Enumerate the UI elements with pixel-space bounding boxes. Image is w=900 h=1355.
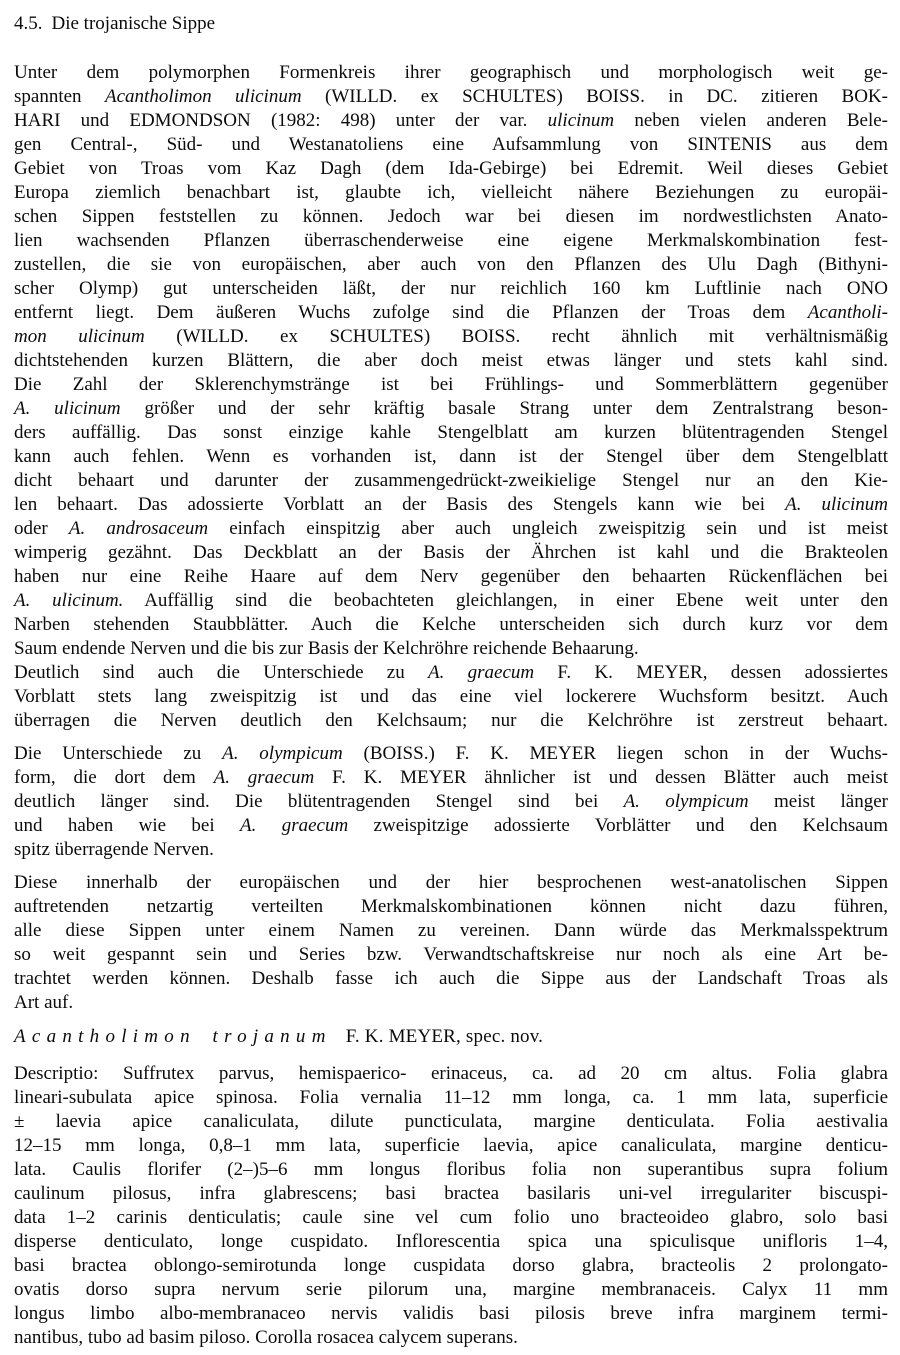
text-line — [14, 565, 888, 589]
species-heading-trojanum — [14, 1025, 888, 1049]
text-segment: ovatis dorso supra nervum serie pilorum una, margine membranaceis. Calyx 11 mm — [14, 1279, 888, 1300]
text-segment: oder — [14, 518, 69, 539]
text-segment: dicht behaart und darunter der zusammengedrückt-zweikielige Stengel nur an den Kie- — [14, 470, 888, 491]
text-segment: form, die dort dem — [14, 767, 214, 788]
taxon-name-italic: A. ulicinum — [785, 494, 888, 515]
text-line — [14, 181, 888, 205]
text-segment: lineari-subulata apice spinosa. Folia vernalia 11–12 mm longa, ca. 1 mm lata, superficie — [14, 1087, 888, 1108]
text-line — [14, 766, 888, 790]
text-segment: Unter dem polymorphen Formenkreis ihrer geographisch und morphologisch weit ge- — [14, 62, 888, 83]
text-segment: F. K. MEYER, dessen adossiertes — [534, 662, 889, 683]
text-segment: zustellen, die sie von europäischen, aber auch von den Pflanzen des Ulu Dagh (Bithyni- — [14, 254, 888, 275]
text-line — [14, 277, 888, 301]
text-line — [14, 1158, 888, 1182]
text-segment: scher Olymp) gut unterscheiden läßt, der nur reichlich 160 km Luftlinie nach ONO — [14, 278, 888, 299]
text-line — [14, 838, 888, 862]
text-line — [14, 871, 888, 895]
text-line — [14, 1134, 888, 1158]
text-line — [14, 895, 888, 919]
text-segment: deutlich länger sind. Die blütentragenden Stengel sind bei — [14, 791, 624, 812]
text-line — [14, 1062, 888, 1086]
text-segment: disperse denticulato, longe cuspidato. Inflorescentia spica una spiculisque unifloris 1–4, — [14, 1231, 888, 1252]
text-segment: Die Zahl der Sklerenchymstränge ist bei Frühlings- und Sommerblättern gegenüber — [14, 374, 888, 395]
text-segment: data 1–2 carinis denticulatis; caule sine vel cum folio uno bracteoideo glabro, solo basi — [14, 1207, 888, 1228]
text-line — [14, 661, 888, 685]
text-segment: trachtet werden können. Deshalb fasse ich auch die Sippe aus der Landschaft Troas als — [14, 968, 888, 989]
text-line — [14, 742, 888, 766]
taxon-name-italic: A. graecum — [427, 662, 535, 683]
text-line — [14, 445, 888, 469]
text-line — [14, 109, 888, 133]
taxon-name-italic: Acantholimon ulicinum — [105, 86, 302, 107]
text-line — [14, 685, 888, 709]
paragraph-descriptio — [14, 1062, 888, 1350]
text-line — [14, 301, 888, 325]
text-line — [14, 919, 888, 943]
text-segment: haben nur eine Reihe Haare auf dem Nerv gegenüber den behaarten Rückenflächen bei — [14, 566, 888, 587]
text-line — [14, 1326, 888, 1350]
taxon-name-italic: A. graecum — [213, 767, 315, 788]
text-segment: spitz überragende Nerven. — [14, 839, 214, 860]
document-body — [14, 61, 888, 1350]
text-line — [14, 397, 888, 421]
section-heading — [14, 12, 888, 36]
text-line — [14, 637, 888, 661]
text-line — [14, 253, 888, 277]
text-segment: F. K. MEYER ähnlicher ist und dessen Blätter auch meist — [314, 767, 888, 788]
taxon-name-italic: mon ulicinum — [14, 326, 145, 347]
text-segment: Art auf. — [14, 992, 74, 1013]
text-line — [14, 1230, 888, 1254]
text-segment: kann auch fehlen. Wenn es vorhanden ist, dann ist der Stengel über dem Stengelblatt — [14, 446, 888, 467]
text-segment: überragen die Nerven deutlich den Kelchsaum; nur die Kelchröhre ist zerstreut behaart. — [14, 710, 888, 731]
text-segment: einfach einspitzig aber auch ungleich zweispitzig sein und ist meist — [208, 518, 888, 539]
text-segment: len behaart. Das adossierte Vorblatt an der Basis des Stengels kann wie bei — [14, 494, 786, 515]
text-segment: HARI und EDMONDSON (1982: 498) unter der var. — [14, 110, 548, 131]
text-line — [14, 814, 888, 838]
paragraph-intro-comparison — [14, 61, 888, 733]
text-segment: neben vielen anderen Bele- — [614, 110, 889, 131]
text-segment: größer und der sehr kräftig basale Strang unter dem Zentralstrang beson- — [120, 398, 889, 419]
text-line — [14, 157, 888, 181]
text-line — [14, 493, 888, 517]
text-segment: Vorblatt stets lang zweispitzig ist und das eine viel lockerere Wuchsform besitzt. Auch — [14, 686, 888, 707]
text-segment: longus limbo albo-membranaceo nervis validis basi pilosis breve infra marginem termi- — [14, 1303, 888, 1324]
text-segment: meist länger — [748, 791, 888, 812]
text-line — [14, 349, 888, 373]
text-segment: Gebiet von Troas vom Kaz Dagh (dem Ida-Gebirge) bei Edremit. Weil dieses Gebiet — [14, 158, 888, 179]
text-segment: Saum endende Nerven und die bis zur Basis der Kelchröhre reichende Behaarung. — [14, 638, 639, 659]
text-segment: gen Central-, Süd- und Westanatoliens eine Aufsammlung von SINTENIS aus dem — [14, 134, 888, 155]
text-segment: basi bractea oblongo-semirotunda longe cuspidata dorso glabra, bracteolis 2 prolongato- — [14, 1255, 888, 1276]
taxon-name-italic: A. olympicum — [623, 791, 749, 812]
text-line — [14, 373, 888, 397]
taxon-binomial: Acantholimon trojanum — [14, 1026, 332, 1047]
text-line — [14, 205, 888, 229]
text-segment: auftretenden netzartig verteilten Merkmalskombinationen können nicht dazu führen, — [14, 896, 888, 917]
taxon-name-italic: A. graecum — [239, 815, 349, 836]
text-line — [14, 85, 888, 109]
taxon-author-citation: F. K. MEYER, spec. nov. — [345, 1026, 544, 1047]
text-line — [14, 943, 888, 967]
text-line — [14, 1086, 888, 1110]
taxon-name-italic: ulicinum — [547, 110, 615, 131]
text-segment: lata. Caulis florifer (2–)5–6 mm longus floribus folia non superantibus supra folium — [14, 1159, 888, 1180]
text-segment: und haben wie bei — [14, 815, 240, 836]
text-line — [14, 967, 888, 991]
text-segment: Europa ziemlich benachbart ist, glaubte ich, vielleicht nähere Beziehungen zu europäi- — [14, 182, 888, 203]
text-segment: zweispitzige adossierte Vorblätter und den Kelchsaum — [348, 815, 888, 836]
text-segment: so weit gespannt sein und Series bzw. Verwandtschaftskreise nur noch als eine Art be- — [14, 944, 888, 965]
text-segment: spannten — [14, 86, 105, 107]
text-line — [14, 421, 888, 445]
section-number: 4.5. — [14, 13, 43, 34]
text-line — [14, 469, 888, 493]
taxon-name-italic: A. olympicum — [222, 743, 343, 764]
text-line — [14, 61, 888, 85]
text-segment: Narben stehenden Staubblätter. Auch die Kelche unterscheiden sich durch kurz vor dem — [14, 614, 888, 635]
text-segment: Auffällig sind die beobachteten gleichlangen, in einer Ebene weit unter den — [123, 590, 888, 611]
text-line — [14, 133, 888, 157]
text-line — [14, 1278, 888, 1302]
text-segment: lien wachsenden Pflanzen überraschenderweise eine eigene Merkmalskombination fest- — [14, 230, 888, 251]
text-segment: nantibus, tubo ad basim piloso. Corolla rosacea calycem superans. — [14, 1327, 518, 1348]
text-line — [14, 1110, 888, 1134]
text-line — [14, 589, 888, 613]
text-segment: wimperig gezähnt. Das Deckblatt an der Basis der Ährchen ist kahl und die Brakteolen — [14, 542, 888, 563]
text-line — [14, 1254, 888, 1278]
taxon-name-italic: Acantholi- — [807, 302, 888, 323]
document-page — [14, 12, 888, 1350]
text-segment: entfernt liegt. Dem äußeren Wuchs zufolge sind die Pflanzen der Troas dem — [14, 302, 808, 323]
text-segment: Descriptio: Suffrutex parvus, hemispaerico- erinaceus, ca. ad 20 cm altus. Folia glabra — [14, 1063, 888, 1084]
text-line — [14, 325, 888, 349]
text-line — [14, 1182, 888, 1206]
text-line — [14, 541, 888, 565]
text-line — [14, 991, 888, 1015]
text-segment: (WILLD. ex SCHULTES) BOISS. in DC. zitieren BOK- — [301, 86, 888, 107]
text-segment: dichtstehenden kurzen Blättern, die aber doch meist etwas länger und stets kahl sind. — [14, 350, 888, 371]
text-segment: alle diese Sippen unter einem Namen zu vereinen. Dann würde das Merkmalsspektrum — [14, 920, 888, 941]
text-line — [14, 790, 888, 814]
text-segment: Die Unterschiede zu — [14, 743, 223, 764]
text-segment: ± laevia apice canaliculata, dilute puncticulata, margine denticulata. Folia aestivalia — [14, 1111, 888, 1132]
text-line — [14, 709, 888, 733]
paragraph-conclusion — [14, 871, 888, 1015]
taxon-name-italic: A. ulicinum. — [14, 590, 124, 611]
text-line — [14, 613, 888, 637]
text-line — [14, 1302, 888, 1326]
text-segment: (WILLD. ex SCHULTES) BOISS. recht ähnlich mit verhältnismäßig — [144, 326, 888, 347]
text-segment: schen Sippen feststellen zu können. Jedoch war bei diesen im nordwestlichsten Anato- — [14, 206, 888, 227]
text-line — [14, 229, 888, 253]
text-line — [14, 1206, 888, 1230]
text-segment: caulinum pilosus, infra glabrescens; basi bractea basilaris uni-vel irregulariter biscuspi- — [14, 1183, 888, 1204]
text-segment: ders auffällig. Das sonst einzige kahle Stengelblatt am kurzen blütentragenden Stengel — [14, 422, 888, 443]
text-segment: Diese innerhalb der europäischen und der hier besprochenen west-anatolischen Sippen — [14, 872, 888, 893]
paragraph-olympicum-comparison — [14, 742, 888, 862]
section-title: Die trojanische Sippe — [51, 13, 216, 34]
text-line — [14, 517, 888, 541]
text-segment: (BOISS.) F. K. MEYER liegen schon in der Wuchs- — [342, 743, 888, 764]
taxon-name-italic: A. ulicinum — [14, 398, 121, 419]
text-segment: 12–15 mm longa, 0,8–1 mm lata, superficie laevia, apice canaliculata, margine denticu- — [14, 1135, 888, 1156]
text-segment: Deutlich sind auch die Unterschiede zu — [14, 662, 428, 683]
taxon-name-italic: A. androsaceum — [68, 518, 209, 539]
